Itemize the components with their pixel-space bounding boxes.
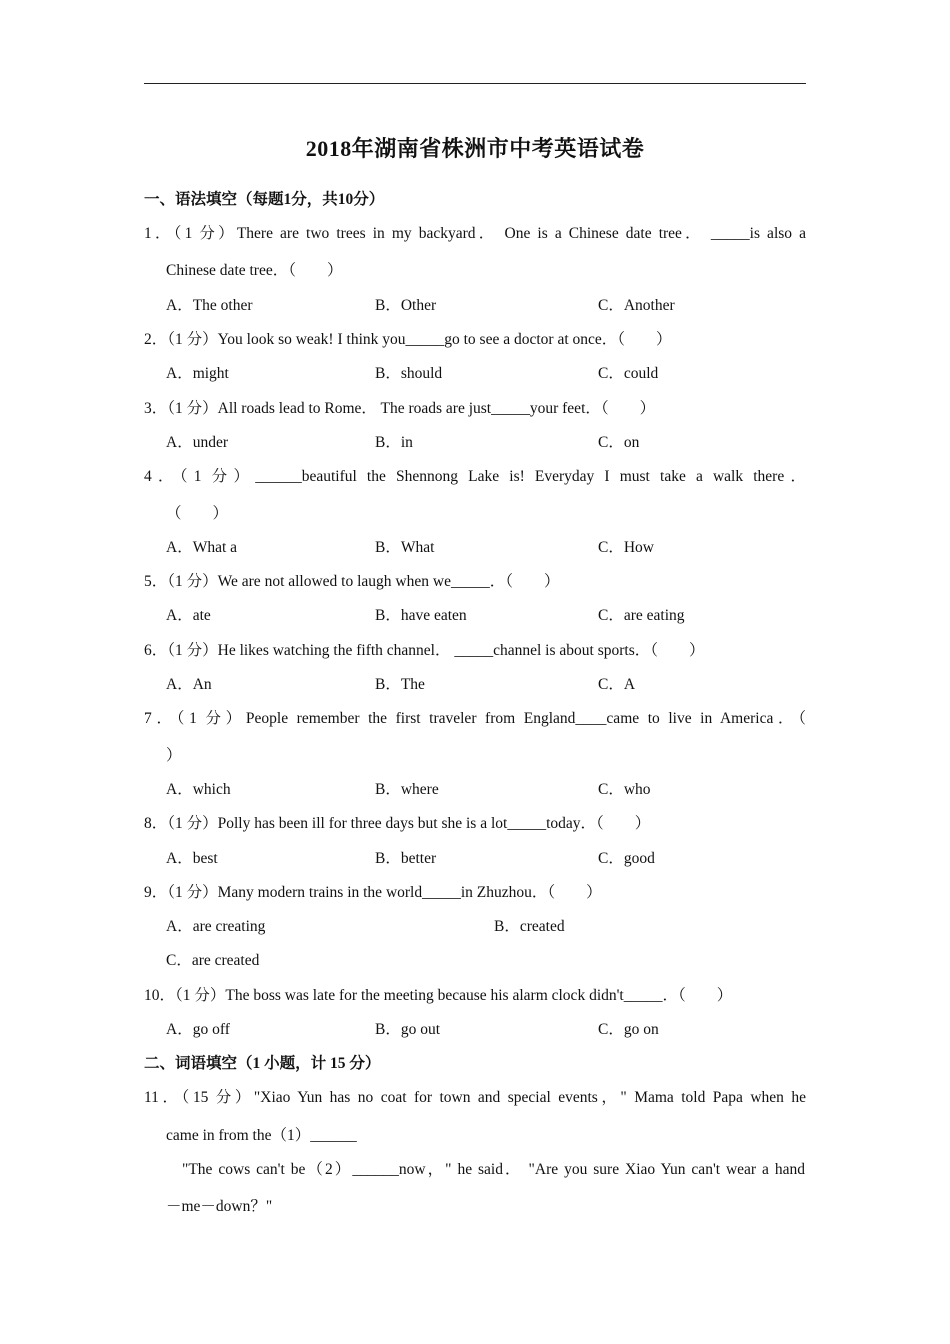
section-heading-grammar: 一、语法填空（每题1分，共10分）	[144, 191, 385, 208]
question-2-text: 2．（1 分）You look so weak! I think you_____go to see a doctor at once．（ ）	[144, 331, 672, 348]
question-1-option-b: B．Other	[375, 297, 437, 314]
question-5-option-b: B．have eaten	[375, 607, 467, 624]
question-4-option-c: C．How	[598, 539, 654, 556]
question-11-paragraph: "The cows can't be（2）______now，" he said． "Are you sure Xiao Yun can't wear a hand	[182, 1161, 805, 1178]
question-9-option-b: B．created	[494, 918, 565, 935]
question-7-option-a: A．which	[166, 781, 231, 798]
question-8-option-a: A．best	[166, 850, 218, 867]
question-4-option-a: A．What a	[166, 539, 238, 556]
question-7-text: 7．（1 分）People remember the first traveler from England____came to live in America．（	[144, 710, 806, 727]
question-5-option-a: A．ate	[166, 607, 211, 624]
question-1-text-cont: Chinese date tree．（ ）	[166, 262, 343, 279]
question-7-option-c: C．who	[598, 781, 651, 798]
question-2-option-c: C．could	[598, 365, 659, 382]
question-6-option-c: C．A	[598, 676, 636, 693]
question-6-option-b: B．The	[375, 676, 425, 693]
question-11-paragraph-cont: －me－down？"	[166, 1198, 273, 1215]
question-9-option-c: C．are created	[166, 952, 260, 969]
question-7-option-b: B．where	[375, 781, 439, 798]
question-8-option-b: B．better	[375, 850, 437, 867]
question-3-text: 3．（1 分）All roads lead to Rome． The roads are just_____your feet．（ ）	[144, 400, 656, 417]
question-7-text-cont: ）	[166, 747, 182, 764]
question-4-text-cont: （ ）	[166, 505, 229, 522]
question-10-option-a: A．go off	[166, 1021, 230, 1038]
question-8-option-c: C．good	[598, 850, 655, 867]
question-2-option-a: A．might	[166, 365, 229, 382]
question-5-text: 5．（1 分）We are not allowed to laugh when we_____．（ ）	[144, 573, 560, 590]
question-4-option-b: B．What	[375, 539, 435, 556]
page-title: 2018年湖南省株洲市中考英语试卷	[305, 136, 645, 161]
question-10-text: 10．（1 分）The boss was late for the meeting because his alarm clock didn't_____．（ ）	[144, 987, 733, 1004]
question-3-option-b: B．in	[375, 434, 413, 451]
question-1-option-a: A．The other	[166, 297, 253, 314]
question-2-option-b: B．should	[375, 365, 443, 382]
question-11-text-cont: came in from the（1）______	[166, 1127, 357, 1144]
question-3-option-a: A．under	[166, 434, 228, 451]
question-4-text: 4．（1 分）______beautiful the Shennong Lake is! Everyday I must take a walk there．	[144, 468, 806, 485]
question-3-option-c: C．on	[598, 434, 640, 451]
question-1-text: 1．（1 分）There are two trees in my backyard． One is a Chinese date tree． _____is also a	[144, 225, 806, 242]
question-10-option-b: B．go out	[375, 1021, 441, 1038]
question-5-option-c: C．are eating	[598, 607, 685, 624]
section-heading-vocabulary: 二、词语填空（1 小题，计 15 分）	[144, 1055, 381, 1072]
question-11-text: 11．（15 分）"Xiao Yun has no coat for town and special events，" Mama told Papa when he	[144, 1089, 806, 1106]
question-6-option-a: A．An	[166, 676, 212, 693]
question-1-option-c: C．Another	[598, 297, 675, 314]
question-9-option-a: A．are creating	[166, 918, 266, 935]
question-10-option-c: C．go on	[598, 1021, 659, 1038]
question-9-text: 9．（1 分）Many modern trains in the world_____in Zhuzhou．（ ）	[144, 884, 602, 901]
question-8-text: 8．（1 分）Polly has been ill for three days but she is a lot_____today．（ ）	[144, 815, 651, 832]
question-6-text: 6．（1 分）He likes watching the fifth channel． _____channel is about sports．（ ）	[144, 642, 705, 659]
header-rule	[144, 83, 806, 84]
